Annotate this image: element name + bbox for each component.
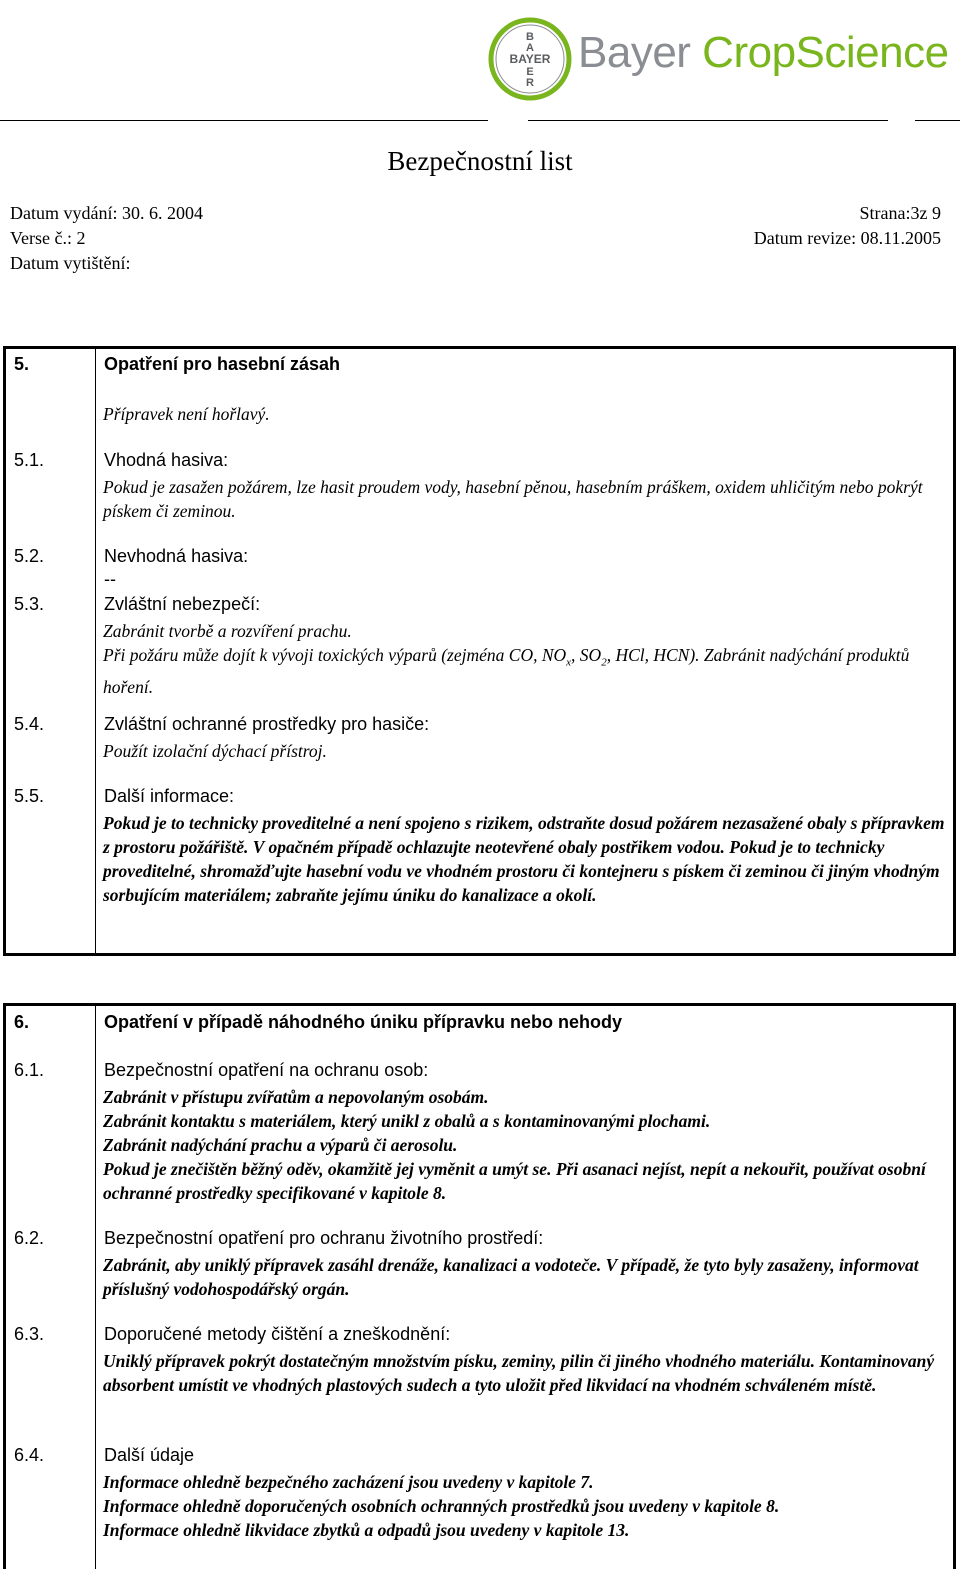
item-6-4-title: Další údaje [104, 1445, 195, 1465]
section-6-number: 6. [14, 1012, 30, 1032]
item-6-3-text: Uniklý přípravek pokrýt dostatečným množstvím písku, zeminy, pilin či jiného vhodného materiálu. Kontaminovaný absorbent umístit ve vhodných plastových sudech a tyto uložit před likvidací na vhodném schváleném místě. [103, 1351, 935, 1395]
item-6-1-line: Zabránit kontaktu s materiálem, který unikl z obalů a s kontaminovanými plochami. [103, 1111, 711, 1131]
item-5-2-text: -- [104, 569, 116, 589]
item-6-4-line: Informace ohledně doporučených osobních ochranných prostředků jsou uvedeny v kapitole 8. [103, 1496, 780, 1516]
header-rule-right [915, 120, 960, 121]
section-5-number: 5. [14, 354, 30, 374]
item-5-1-text: Pokud je zasažen požárem, lze hasit proudem vody, hasební pěnou, hasebním práškem, oxidem uhličitým nebo pokrýt pískem či zeminou. [103, 477, 923, 521]
item-5-3-line1: Zabránit tvorbě a rozvíření prachu. [103, 621, 352, 641]
item-5-4-text: Použít izolační dýchací přístroj. [103, 741, 327, 761]
header-rule-left [0, 120, 488, 121]
item-5-2-number: 5.2. [14, 546, 45, 566]
item-6-2-title: Bezpečnostní opatření pro ochranu životního prostředí: [104, 1228, 544, 1248]
brand-name [578, 28, 949, 78]
section-6 [3, 1003, 956, 1569]
page-number: Strana:3z 9 [859, 203, 941, 223]
item-5-5-text: Pokud je to technicky proveditelné a není spojeno s rizikem, odstraňte dosud požárem nezasažené obaly s přípravkem z prostoru požářiště. V opačném případě ochlazujte neotevřené obaly postřikem vodou. Pokud je to technicky proveditelné, shromažďujte hasební vodu ve vhodném prostoru či kontejneru s pískem či zeminou či jiným vhodným sorbujícím materiálem; zabraňte jejímu úniku do kanalizace a okolí. [103, 813, 945, 905]
item-6-1-line: Zabránit v přístupu zvířatům a nepovolaným osobám. [103, 1087, 489, 1107]
svg-text:B: B [526, 31, 534, 43]
item-5-2-title: Nevhodná hasiva: [104, 546, 249, 566]
item-6-3-number: 6.3. [14, 1324, 45, 1344]
section-5 [3, 346, 956, 956]
brand-part-cropscience: CropScience [702, 28, 949, 77]
item-5-3-line2: Při požáru může dojít k vývoji toxických výparů (zejména CO, $NO_x$, $SO_2$, HCl, HCN). Zabránit nadýchání produktů hoření. [103, 645, 910, 697]
item-6-1-line: Zabránit nadýchání prachu a výparů či aerosolu. [103, 1135, 458, 1155]
section-5-title: Opatření pro hasební zásah [104, 354, 341, 374]
item-6-2-number: 6.2. [14, 1228, 45, 1248]
item-6-4-number: 6.4. [14, 1445, 45, 1465]
item-5-4-title: Zvláštní ochranné prostředky pro hasiče: [104, 714, 430, 734]
item-6-1-line: Pokud je znečištěn běžný oděv, okamžitě jej vyměnit a umýt se. Při asanaci nejíst, nepít a nekouřit, používat osobní ochranné prostředky specifikované v kapitole 8. [103, 1159, 926, 1203]
item-6-3-title: Doporučené metody čištění a zneškodnění: [104, 1324, 451, 1344]
item-5-4-number: 5.4. [14, 714, 45, 734]
version: Verse č.: 2 [10, 228, 86, 248]
item-5-3-title: Zvláštní nebezpečí: [104, 594, 261, 614]
print-date: Datum vytištění: [10, 253, 131, 273]
item-5-3-number: 5.3. [14, 594, 45, 614]
section-6-column-divider [95, 1006, 96, 1569]
seal-text: BAYER [509, 52, 551, 66]
item-6-1-title: Bezpečnostní opatření na ochranu osob: [104, 1060, 429, 1080]
item-5-1-title: Vhodná hasiva: [104, 450, 229, 470]
header-rule-middle [528, 120, 888, 121]
svg-text:E: E [526, 66, 534, 78]
item-5-1-number: 5.1. [14, 450, 45, 470]
item-5-5-number: 5.5. [14, 786, 45, 806]
item-6-1-text [103, 1085, 955, 1205]
section-5-column-divider [95, 349, 96, 953]
item-6-4-line: Informace ohledně likvidace zbytků a odpadů jsou uvedeny v kapitole 13. [103, 1520, 630, 1540]
item-6-4-line: Informace ohledně bezpečného zacházení jsou uvedeny v kapitole 7. [103, 1472, 594, 1492]
document-title: Bezpečnostní list [387, 146, 573, 176]
issue-date: Datum vydání: 30. 6. 2004 [10, 203, 203, 223]
item-5-3-text [103, 619, 955, 699]
item-6-4-text [103, 1470, 955, 1542]
item-6-2-text: Zabránit, aby uniklý přípravek zasáhl drenáže, kanalizaci a vodoteče. V případě, že tyto byly zasaženy, informovat příslušný vodohospodářský orgán. [103, 1255, 919, 1299]
item-6-1-number: 6.1. [14, 1060, 45, 1080]
section-6-title: Opatření v případě náhodného úniku přípravku nebo nehody [104, 1012, 623, 1032]
svg-text:R: R [526, 77, 534, 89]
section-5-intro: Přípravek není hořlavý. [103, 404, 270, 424]
brand-part-bayer: Bayer [578, 28, 703, 77]
revision-date: Datum revize: 08.11.2005 [753, 228, 941, 248]
item-5-5-title: Další informace: [104, 786, 235, 806]
bayer-cross-seal-icon [487, 16, 573, 102]
svg-text:A: A [526, 42, 534, 54]
